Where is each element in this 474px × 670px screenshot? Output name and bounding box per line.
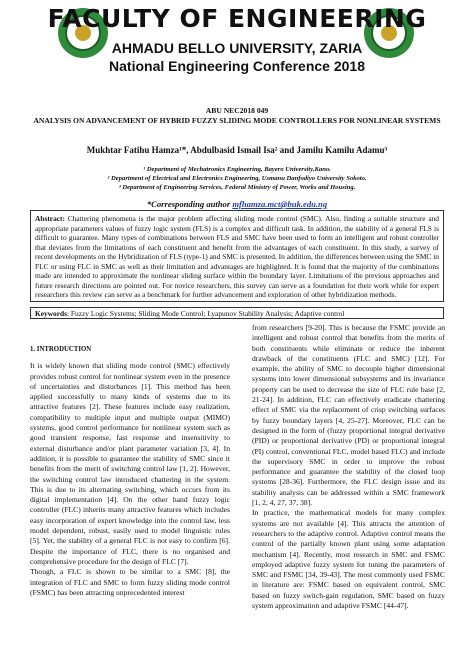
corresponding-email-link[interactable]: mfhamza.mct@buk.edu.ng xyxy=(232,199,328,209)
abstract-box xyxy=(30,210,444,302)
intro-paragraph-3: from researchers [9-20]. This is because the FSMC provide an intelligent and robust control that benefits from the merits of both constituents while eliminate or reduce the inherent drawback of the constituents (FLC and SMC) [12]. For example, the ability of SMC to decouple higher dimensional systems into lower dimensional subsystems and its invariance property can be used to decrease the size of FLC rule base [2, 21-24]. In addition, FLC can effectively eradicate chattering effect of SMC via the replacement of crisp switching surfaces by fuzzy boundary layers [4, 25-27]. Moreover, FLC can be designed in the form of (fuzzy proportional integral derivative (PID) or proportional derivative (PD) or proportional integral (PI) control, conventional FLC, model based FLC) and include the supervisory SMC in order to improve the robust performance and guarantee the stability of the closed loop systems [28-36]. Furthermore, the FLC design issue and its stability analysis can be addressed within a SMC framework [1, 2, 4, 27, 37, 38]. xyxy=(252,323,445,508)
intro-paragraph-2: Though, a FLC is shown to be similar to a SMC [8], the integration of FLC and SMC to form fuzzy sliding mode control (FSMC) has been attracting unprecedented interest xyxy=(30,567,230,597)
paper-title: ANALYSIS ON ADVANCEMENT OF HYBRID FUZZY SLIDING MODE CONTROLLERS FOR NONLINEAR SYSTEMS xyxy=(33,116,441,125)
affiliation-3: ³ Department of Engineering Services, Federal Ministry of Power, Works and Housing. xyxy=(118,184,356,191)
abstract-label: Abstract: xyxy=(35,214,68,223)
paper-id: ABU NEC2018 049 xyxy=(205,106,269,115)
right-column xyxy=(252,323,445,611)
university-name: AHMADU BELLO UNIVERSITY, ZARIA xyxy=(111,40,363,56)
abstract-text: Chattering phenomena is the major problem affecting sliding mode control (SMC). Also, finding a suitable structure and appropriate parameters values of fuzzy logic system (FLS) is a complex and difficult task. In addition, the stability of a general FLS is difficult to guarantee. Many types of combinations between FLS and SMC have been used to form an intelligent and robust controller that deviates from the limitations of each constituent and benefit from the advantages of each constituent. In this study, a survey of recent developments on the Hybridization of FLS (type-1) and SMC is presented. In addition, the differences between using the SMC in FLC or using FLC in SMC as well as their limitation and advantages are highlighted. It is found that the majority of the combinations made are intended to approximate the nonlinear sliding surface within the boundary layer. Limitations of the previous approaches and future research directions are pointed out. For novice researchers, this survey can serve as a foundation for their work while for expert researchers this review can serve as a benchmark for further advancement and exploration of other hybridization methods. xyxy=(35,214,440,299)
corresponding-author xyxy=(0,199,474,209)
intro-paragraph-4: In practice, the mathematical models for many complex systems are not available [4]. This attracts the attention of researchers to the adaptive control. Adaptive control means the control of the partially known plant using some adaptation mechanism [4]. Recently, most research in SMC and FSMC employed adaptive fuzzy system for tuning the parameters of SMC and FSMC [34, 39-43]. The most commonly used FSMC in literature are: FSMC based on equivalent control, SMC based on fuzzy switch-gain regulation, SMC based on fuzzy system approximation and adaptive FSMC [44-47]. xyxy=(252,508,445,611)
intro-paragraph-1: It is widely known that sliding mode control (SMC) effectively provides robust control for nonlinear system even in the presence of uncertainties and disturbances [1]. This method has been applied successfully to many kinds of systems due to its attractive features [2]. These features include easy realization, compatibility to multiple input and multiple output (MIMO) systems, good control performance for nonlinear system such as good transient response, fast response and insensitivity to external disturbance and/or plant parameter variation [3, 4]. In addition, it is possible to guarantee the stability of SMC since it benefits from the merit of switching control law [1, 2]. However, the switching control law introduced chattering in the system. This is due to its alternating switching, which occurs from its digital implementation [4]. On the other hand fuzzy logic controller (FLC) inherits many attractive features which includes easy incorporation of expert knowledge into the control law, less model dependent, robust, easily used to model linguistic rules [5]. Yet, the stability of a general FLC is not easy to confirm [6]. Despite the importance of FLC, there is no organised and comprehensive procedure for the design of FLC [7]. xyxy=(30,361,230,566)
faculty-title: FACULTY OF ENGINEERING xyxy=(47,4,427,33)
left-column xyxy=(30,345,230,598)
section-heading: 1. INTRODUCTION xyxy=(30,346,92,353)
keywords-text: : Fuzzy Logic Systems; Sliding Mode Control; Lyapunov Stability Analysis; Adaptive control xyxy=(67,309,345,318)
keywords-label: Keywords xyxy=(35,309,68,318)
paper-authors: Mukhtar Fatihu Hamza¹*, Abdulbasid Ismail Isa² and Jamilu Kamilu Adamu³ xyxy=(86,145,388,155)
affiliation-2: ² Department of Electrical and Electronics Engineering, Usmanu Danfodiyo University Sokoto. xyxy=(107,175,367,182)
affiliation-1: ¹ Department of Mechatronics Engineering, Bayero University,Kano. xyxy=(143,166,331,173)
corresponding-label: *Corresponding author xyxy=(146,199,233,209)
conference-name: National Engineering Conference 2018 xyxy=(109,58,365,74)
keywords-box xyxy=(30,307,444,319)
